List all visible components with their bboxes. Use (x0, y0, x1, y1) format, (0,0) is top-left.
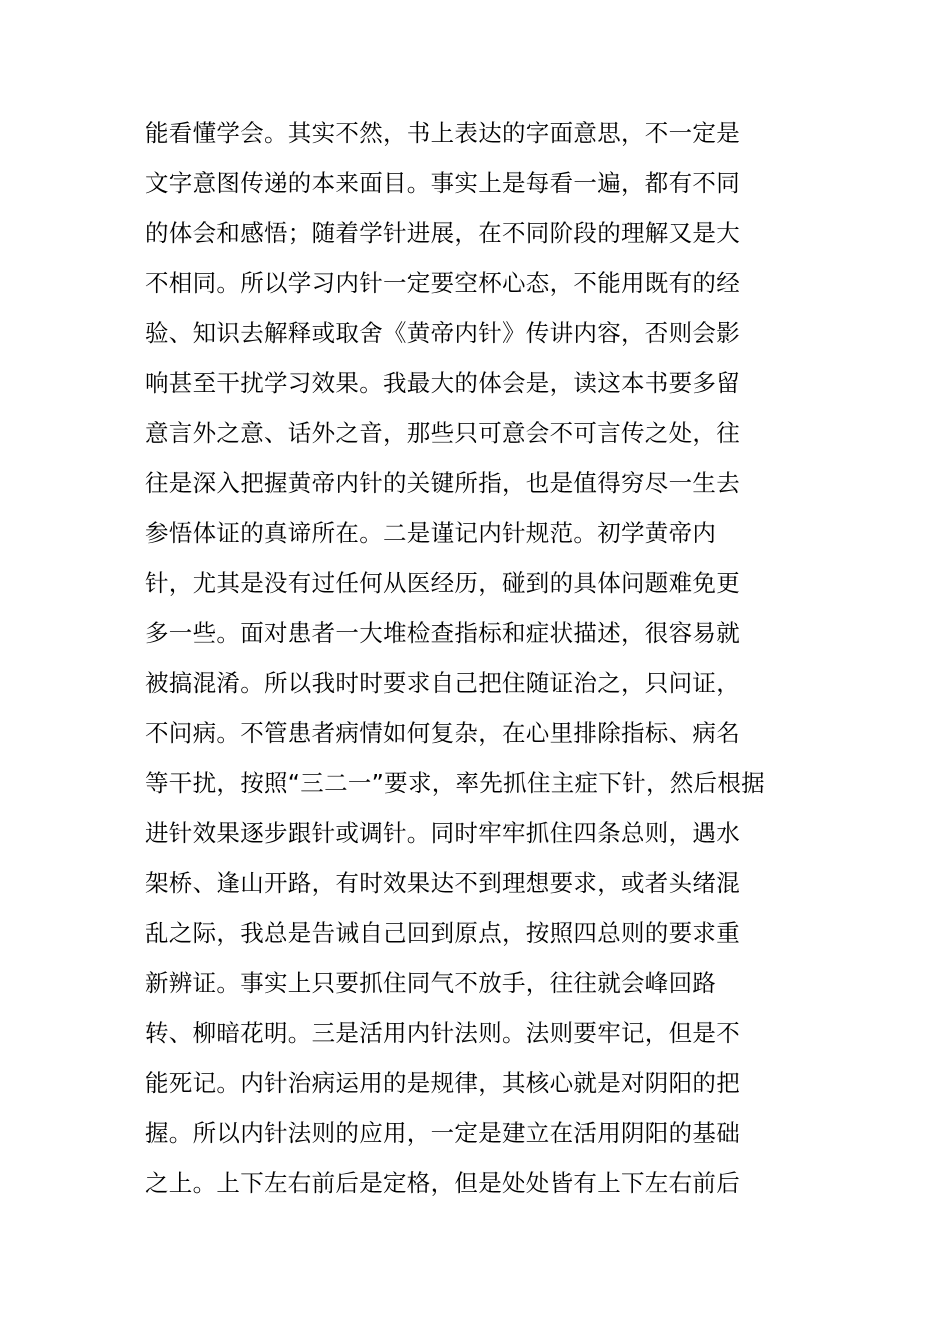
text-line: 能看懂学会。其实不然，书上表达的字面意思，不一定是 (145, 119, 740, 147)
text-line: 针，尤其是没有过任何从医经历，碰到的具体问题难免更 (145, 569, 740, 597)
text-line: 架桥、逢山开路，有时效果达不到理想要求，或者头绪混 (145, 869, 740, 897)
text-line: 等干扰，按照“三二一”要求，率先抓住主症下针，然后根据 (145, 769, 765, 797)
text-line: 握。所以内针法则的应用，一定是建立在活用阴阳的基础 (145, 1119, 740, 1147)
text-line: 响甚至干扰学习效果。我最大的体会是，读这本书要多留 (145, 369, 740, 397)
text-line: 被搞混淆。所以我时时要求自己把住随证治之，只问证， (145, 669, 740, 697)
text-line: 往是深入把握黄帝内针的关键所指，也是值得穷尽一生去 (145, 469, 740, 497)
body-text (145, 108, 825, 1208)
text-line: 意言外之意、话外之音，那些只可意会不可言传之处，往 (145, 419, 740, 447)
text-line: 参悟体证的真谛所在。二是谨记内针规范。初学黄帝内 (145, 519, 717, 547)
text-line: 不相同。所以学习内针一定要空杯心态，不能用既有的经 (145, 269, 740, 297)
text-line: 文字意图传递的本来面目。事实上是每看一遍，都有不同 (145, 169, 740, 197)
text-line: 的体会和感悟；随着学针进展，在不同阶段的理解又是大 (145, 219, 740, 247)
text-line: 多一些。面对患者一大堆检查指标和症状描述，很容易就 (145, 619, 740, 647)
text-line: 能死记。内针治病运用的是规律，其核心就是对阴阳的把 (145, 1069, 740, 1097)
text-line: 之上。上下左右前后是定格，但是处处皆有上下左右前后 (145, 1169, 740, 1197)
text-line: 乱之际，我总是告诫自己回到原点，按照四总则的要求重 (145, 919, 740, 947)
text-line: 新辨证。事实上只要抓住同气不放手，往往就会峰回路 (145, 969, 717, 997)
text-line: 转、柳暗花明。三是活用内针法则。法则要牢记，但是不 (145, 1019, 740, 1047)
text-line: 不问病。不管患者病情如何复杂，在心里排除指标、病名 (145, 719, 740, 747)
text-line: 进针效果逐步跟针或调针。同时牢牢抓住四条总则，遇水 (145, 819, 740, 847)
text-line: 验、知识去解释或取舍《黄帝内针》传讲内容，否则会影 (145, 319, 740, 347)
